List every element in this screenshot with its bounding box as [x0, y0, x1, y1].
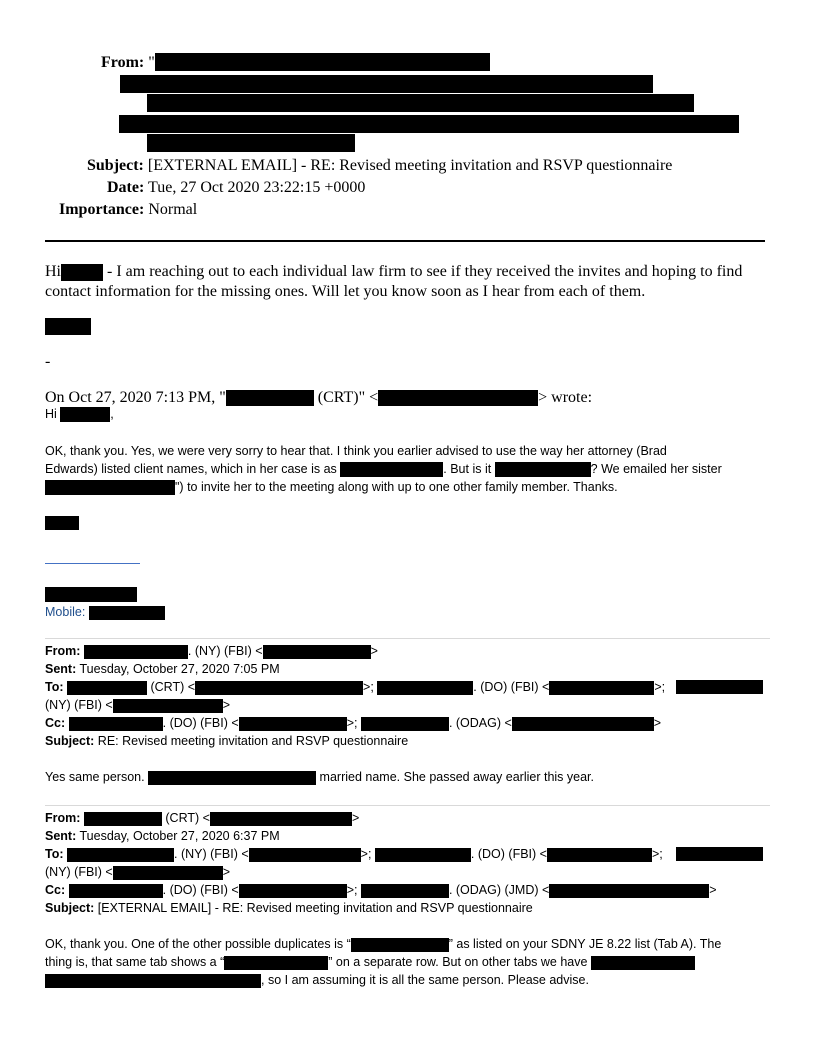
redaction — [195, 681, 363, 695]
msg1-to-label: To: — [45, 680, 64, 694]
body-paragraph-1 — [45, 262, 742, 282]
msg2-cc-odag: . (ODAG) (JMD) < — [448, 883, 550, 897]
redaction — [155, 53, 490, 71]
msg1-body-a: Yes same person. — [45, 770, 149, 784]
header-date-line — [107, 178, 365, 198]
msg2-subject-value: [EXTERNAL EMAIL] - RE: Revised meeting invitation and RSVP questionnaire — [97, 901, 533, 915]
msg1-to-gt: > — [222, 698, 231, 712]
msg2-body-b1: thing is, that same tab shows a “ — [45, 955, 225, 969]
para2-line2 — [45, 460, 722, 478]
date-label: Date: — [107, 179, 145, 196]
redaction — [549, 884, 709, 898]
redaction-signature — [45, 318, 91, 335]
body-paragraph-1b — [45, 282, 645, 302]
msg2-subject-label: Subject: — [45, 901, 95, 915]
msg2-cc-label: Cc: — [45, 883, 66, 897]
redacted-link-underline[interactable] — [45, 563, 140, 564]
redaction — [375, 848, 471, 862]
para2-text-a: Edwards) listed client names, which in her case is as — [45, 462, 341, 476]
msg1-to-line — [45, 678, 665, 696]
redaction — [224, 956, 328, 970]
msg1-from-line — [45, 642, 378, 660]
msg2-sent-line — [45, 827, 280, 845]
redaction — [361, 884, 449, 898]
msg2-cc-gt: > — [709, 883, 717, 897]
dash-separator: - — [45, 353, 51, 370]
msg1-from-label: From: — [45, 644, 81, 658]
mobile-label: Mobile: — [45, 605, 86, 619]
quote-wrote: > wrote: — [538, 389, 593, 406]
date-value: Tue, 27 Oct 2020 23:22:15 +0000 — [148, 179, 366, 196]
para2-line3 — [45, 478, 618, 496]
msg2-from-tail: (CRT) < — [161, 811, 210, 825]
redaction — [361, 717, 449, 731]
comma-text: , — [110, 407, 114, 421]
redaction — [495, 462, 591, 477]
redaction — [147, 134, 355, 152]
redaction — [378, 390, 538, 406]
msg1-cc-do: . (DO) (FBI) < — [162, 716, 239, 730]
msg1-sent-value: Tuesday, October 27, 2020 7:05 PM — [79, 662, 280, 676]
header-importance-line — [59, 200, 197, 220]
msg1-to-do: . (DO) (FBI) < — [473, 680, 550, 694]
redaction — [263, 645, 371, 659]
msg1-cc-line — [45, 714, 661, 732]
msg2-from-label: From: — [45, 811, 81, 825]
msg1-to-line2 — [45, 696, 230, 714]
redaction — [45, 480, 175, 495]
msg1-cc-odag: . (ODAG) < — [448, 716, 512, 730]
msg1-sent-label: Sent: — [45, 662, 77, 676]
msg2-body-line1 — [45, 935, 721, 953]
importance-value: Normal — [148, 201, 198, 218]
redaction — [377, 681, 473, 695]
redaction — [67, 681, 147, 695]
quote-intro-line — [45, 388, 592, 408]
msg2-body-c: , so I am assuming it is all the same person. Please advise. — [261, 973, 589, 987]
msg1-body-b: married name. She passed away earlier this year. — [316, 770, 594, 784]
msg1-to-sep2: >; — [654, 680, 666, 694]
para2-line1: OK, thank you. Yes, we were very sorry to hear that. I think you earlier advised to use the way her attorney (Brad — [45, 444, 667, 458]
para2-text-b: . But is it — [443, 462, 495, 476]
msg2-to-line — [45, 845, 663, 863]
msg2-subject-line — [45, 899, 533, 917]
msg2-to-gt: > — [222, 865, 231, 879]
msg1-subject-value: RE: Revised meeting invitation and RSVP questionnaire — [97, 734, 409, 748]
msg2-body-line2 — [45, 953, 695, 971]
msg1-cc-sep: >; — [346, 716, 361, 730]
redaction — [45, 974, 261, 988]
redaction — [340, 462, 443, 477]
redaction — [512, 717, 654, 731]
msg2-to-label: To: — [45, 847, 64, 861]
msg2-body-b2: ” on a separate row. But on other tabs we have — [328, 955, 591, 969]
redaction — [676, 847, 763, 861]
para2-text-c: ? We emailed her sister — [590, 462, 722, 476]
msg2-to-sep2: >; — [651, 847, 663, 861]
redaction — [120, 75, 653, 93]
redaction — [549, 681, 654, 695]
redaction — [226, 390, 314, 406]
redaction — [61, 264, 103, 281]
redaction — [60, 407, 110, 422]
msg1-cc-gt: > — [653, 716, 662, 730]
mobile-line — [45, 603, 165, 621]
quote-crt: (CRT)" < — [313, 389, 379, 406]
redaction — [113, 699, 223, 713]
redaction — [210, 812, 352, 826]
redaction — [119, 115, 739, 133]
redaction — [148, 771, 316, 785]
msg1-to-crt: (CRT) < — [147, 680, 196, 694]
from-label: From: — [101, 54, 145, 71]
redaction — [249, 848, 361, 862]
redaction — [113, 866, 223, 880]
msg2-to-sep: >; — [360, 847, 375, 861]
greeting-text: Hi — [45, 263, 61, 280]
header-divider — [45, 240, 765, 242]
redaction — [239, 717, 347, 731]
importance-label: Importance: — [59, 201, 145, 218]
header-from-line — [101, 53, 155, 73]
msg1-body — [45, 768, 594, 786]
redaction — [89, 606, 165, 620]
msg2-cc-sep: >; — [346, 883, 361, 897]
redaction — [84, 812, 162, 826]
from-quote: " — [148, 54, 155, 71]
para2-text-d: ") to invite her to the meeting along with up to one other family member. Thanks. — [175, 480, 618, 494]
redaction — [69, 717, 163, 731]
message-divider — [45, 638, 770, 639]
redaction — [547, 848, 652, 862]
para1-line2: contact information for the missing ones. Will let you know soon as I hear from each of them. — [45, 283, 646, 300]
redaction — [147, 94, 694, 112]
message-divider — [45, 805, 770, 806]
msg2-cc-line — [45, 881, 717, 899]
msg2-body-a2: ” as listed on your SDNY JE 8.22 list (Tab A). The — [448, 937, 722, 951]
msg2-sent-value: Tuesday, October 27, 2020 6:37 PM — [79, 829, 280, 843]
redaction — [591, 956, 695, 970]
quote-intro: On Oct 27, 2020 7:13 PM, " — [45, 389, 226, 406]
redaction-signature — [45, 516, 79, 530]
redaction — [69, 884, 163, 898]
redaction — [351, 938, 449, 952]
redaction — [67, 848, 174, 862]
quote-hi-line — [45, 405, 114, 423]
msg2-cc-do: . (DO) (FBI) < — [162, 883, 239, 897]
msg2-to-ny: . (NY) (FBI) < — [174, 847, 249, 861]
msg1-from-gt: > — [370, 644, 378, 658]
msg2-to-line2 — [45, 863, 230, 881]
msg1-cc-label: Cc: — [45, 716, 66, 730]
subject-value: [EXTERNAL EMAIL] - RE: Revised meeting invitation and RSVP questionnaire — [147, 157, 673, 174]
msg1-subject-label: Subject: — [45, 734, 95, 748]
redaction-name — [45, 587, 137, 602]
redaction — [676, 680, 763, 694]
msg1-sent-line — [45, 660, 280, 678]
msg2-to-line2-text: (NY) (FBI) < — [45, 865, 113, 879]
subject-label: Subject: — [87, 157, 144, 174]
redaction — [84, 645, 188, 659]
hi-text: Hi — [45, 407, 61, 421]
msg2-to-do: . (DO) (FBI) < — [470, 847, 547, 861]
header-subject-line — [87, 156, 672, 176]
msg2-from-line — [45, 809, 359, 827]
msg1-to-sep: >; — [363, 680, 378, 694]
msg2-sent-label: Sent: — [45, 829, 77, 843]
msg1-from-tail: . (NY) (FBI) < — [187, 644, 263, 658]
msg1-to-line2-text: (NY) (FBI) < — [45, 698, 113, 712]
redaction — [239, 884, 347, 898]
para1-line1: - I am reaching out to each individual law firm to see if they received the invites and hoping to find — [103, 263, 743, 280]
msg2-body-a1: OK, thank you. One of the other possible duplicates is “ — [45, 937, 351, 951]
msg2-body-line3 — [45, 971, 589, 989]
msg1-subject-line — [45, 732, 408, 750]
msg2-from-gt: > — [351, 811, 360, 825]
